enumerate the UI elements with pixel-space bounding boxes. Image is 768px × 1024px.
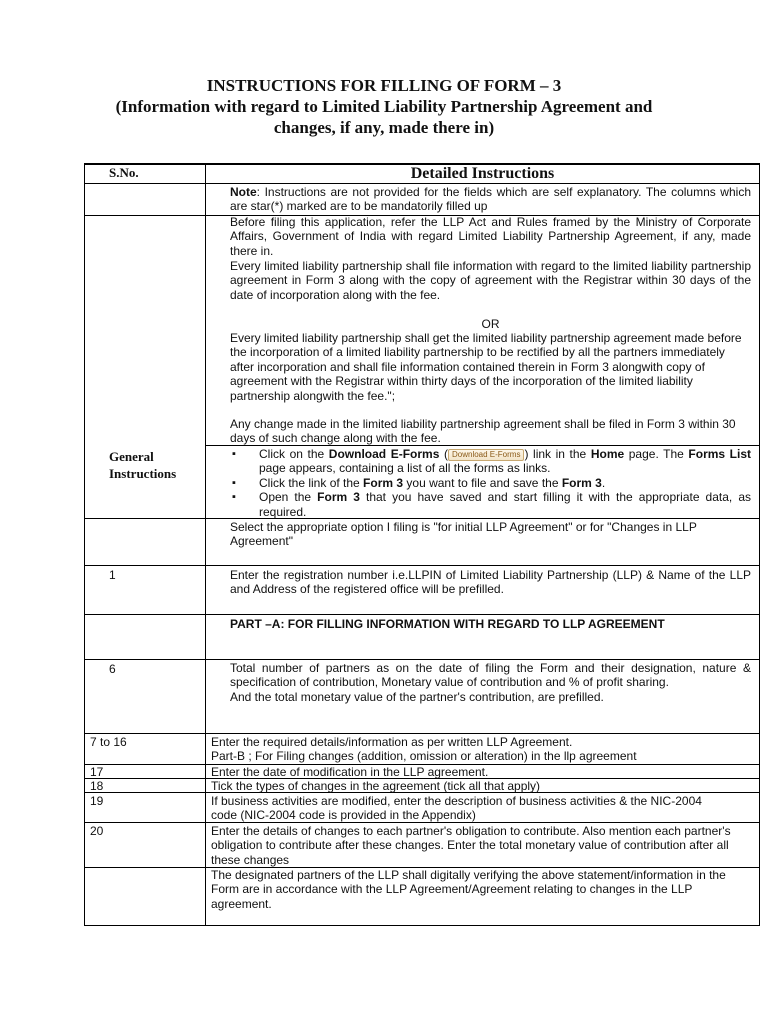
row-19-text: If business activities are modified, enter the description of business activities & the NIC-2004 code (NIC-2004 code is provided in the Appendix) bbox=[211, 794, 702, 823]
note-text bbox=[230, 185, 751, 214]
row-20-text: Enter the details of changes to each partner's obligation to contribute. Also mention each partner's obligation to contribute after these changes. Enter the total monetary value of contribution after all these changes bbox=[211, 824, 731, 867]
row-19-sno: 19 bbox=[90, 794, 104, 808]
note-label: Note bbox=[230, 185, 257, 199]
row-6-sno: 6 bbox=[109, 662, 116, 676]
steps-list bbox=[230, 447, 751, 519]
form-subtitle-line2: changes, if any, made there in) bbox=[273, 118, 495, 137]
general-paragraph-1: Before filing this application, refer the LLP Act and Rules framed by the Ministry of Corporate Affairs, Government of India with regard Limited Liability Partnership Agreement, if any, made there in. bbox=[230, 215, 751, 258]
step-download-eforms: ▪ Click on the Download E-Forms ( Download E-Forms ) link in the Home page. The Forms List page appears, containing a list of all the forms as links. bbox=[230, 447, 751, 476]
general-paragraph-4: Any change made in the limited liability partnership agreement shall be filed in Form 3 within 30 days of such change along with the fee. bbox=[230, 417, 736, 446]
row-6-text: Total number of partners as on the date of filing the Form and their designation, nature & specification of contribution, Monetary value of contribution and % of profit sharing. bbox=[230, 661, 751, 690]
row-18-sno: 18 bbox=[90, 779, 104, 793]
general-paragraph-3: Every limited liability partnership shall get the limited liability partnership agreement made before the incorporation of a limited liability partnership to be rectified by all the partners immediately after incorporation and shall file information contained therein in Form 3 alongwith copy of agreement with the Registrar within thirty days of the incorporation of the limited liability partnership alongwith the fee."; bbox=[230, 331, 742, 403]
header-sno: S.No. bbox=[109, 165, 139, 180]
step-save-form: ▪ Click the link of the Form 3 you want to file and save the Form 3. bbox=[230, 476, 751, 490]
row-17-text: Enter the date of modification in the LLP agreement. bbox=[211, 765, 489, 779]
general-paragraph-2: Every limited liability partnership shall file information with regard to the limited liability partnership agreement in Form 3 along with the copy of agreement with the Registrar within 30 days of the date of incorporation along with the fee. bbox=[230, 259, 751, 302]
download-eforms-link[interactable]: Download E-Forms bbox=[448, 449, 524, 461]
row-20-sno: 20 bbox=[90, 824, 104, 838]
row-7-16-sno: 7 to 16 bbox=[90, 735, 127, 749]
declaration-text: The designated partners of the LLP shall digitally verifying the above statement/information in the Form are in accordance with the LLP Agreement/Agreement relating to changes in the LLP agreement. bbox=[211, 868, 726, 911]
general-instructions-label bbox=[109, 448, 176, 482]
part-a-heading: PART –A: FOR FILLING INFORMATION WITH REGARD TO LLP AGREEMENT bbox=[230, 617, 665, 631]
step-open-form: ▪ Open the Form 3 that you have saved and start filling it with the appropriate data, as required. bbox=[230, 490, 751, 519]
row-1-text: Enter the registration number i.e.LLPIN of Limited Liability Partnership (LLP) & Name of the LLP and Address of the registered office will be prefilled. bbox=[230, 568, 751, 597]
row-17-sno: 17 bbox=[90, 765, 104, 779]
select-option-text: Select the appropriate option I filing is "for initial LLP Agreement" or for "Changes in LLP Agreement" bbox=[230, 520, 697, 549]
row-18-text: Tick the types of changes in the agreement (tick all that apply) bbox=[211, 779, 541, 793]
general-label-line2: Instructions bbox=[109, 466, 177, 481]
part-b-heading: Part-B ; For Filing changes (addition, omission or alteration) in the llp agreement bbox=[211, 749, 637, 763]
or-separator: OR bbox=[481, 317, 500, 331]
note-body: : Instructions are not provided for the fields which are self explanatory. The columns which are star(*) marked are to be mandatorily filled up bbox=[230, 185, 751, 214]
header-detailed-instructions: Detailed Instructions bbox=[410, 165, 555, 182]
form-title: INSTRUCTIONS FOR FILLING OF FORM – 3 bbox=[206, 76, 562, 95]
row-7-16-text: Enter the required details/information as per written LLP Agreement. bbox=[211, 735, 573, 749]
row-1-sno: 1 bbox=[109, 568, 116, 582]
row-6-text-2: And the total monetary value of the partner's contribution, are prefilled. bbox=[230, 690, 604, 704]
form-subtitle-line1: (Information with regard to Limited Liability Partnership Agreement and bbox=[115, 97, 653, 116]
general-label-line1: General bbox=[109, 449, 154, 464]
